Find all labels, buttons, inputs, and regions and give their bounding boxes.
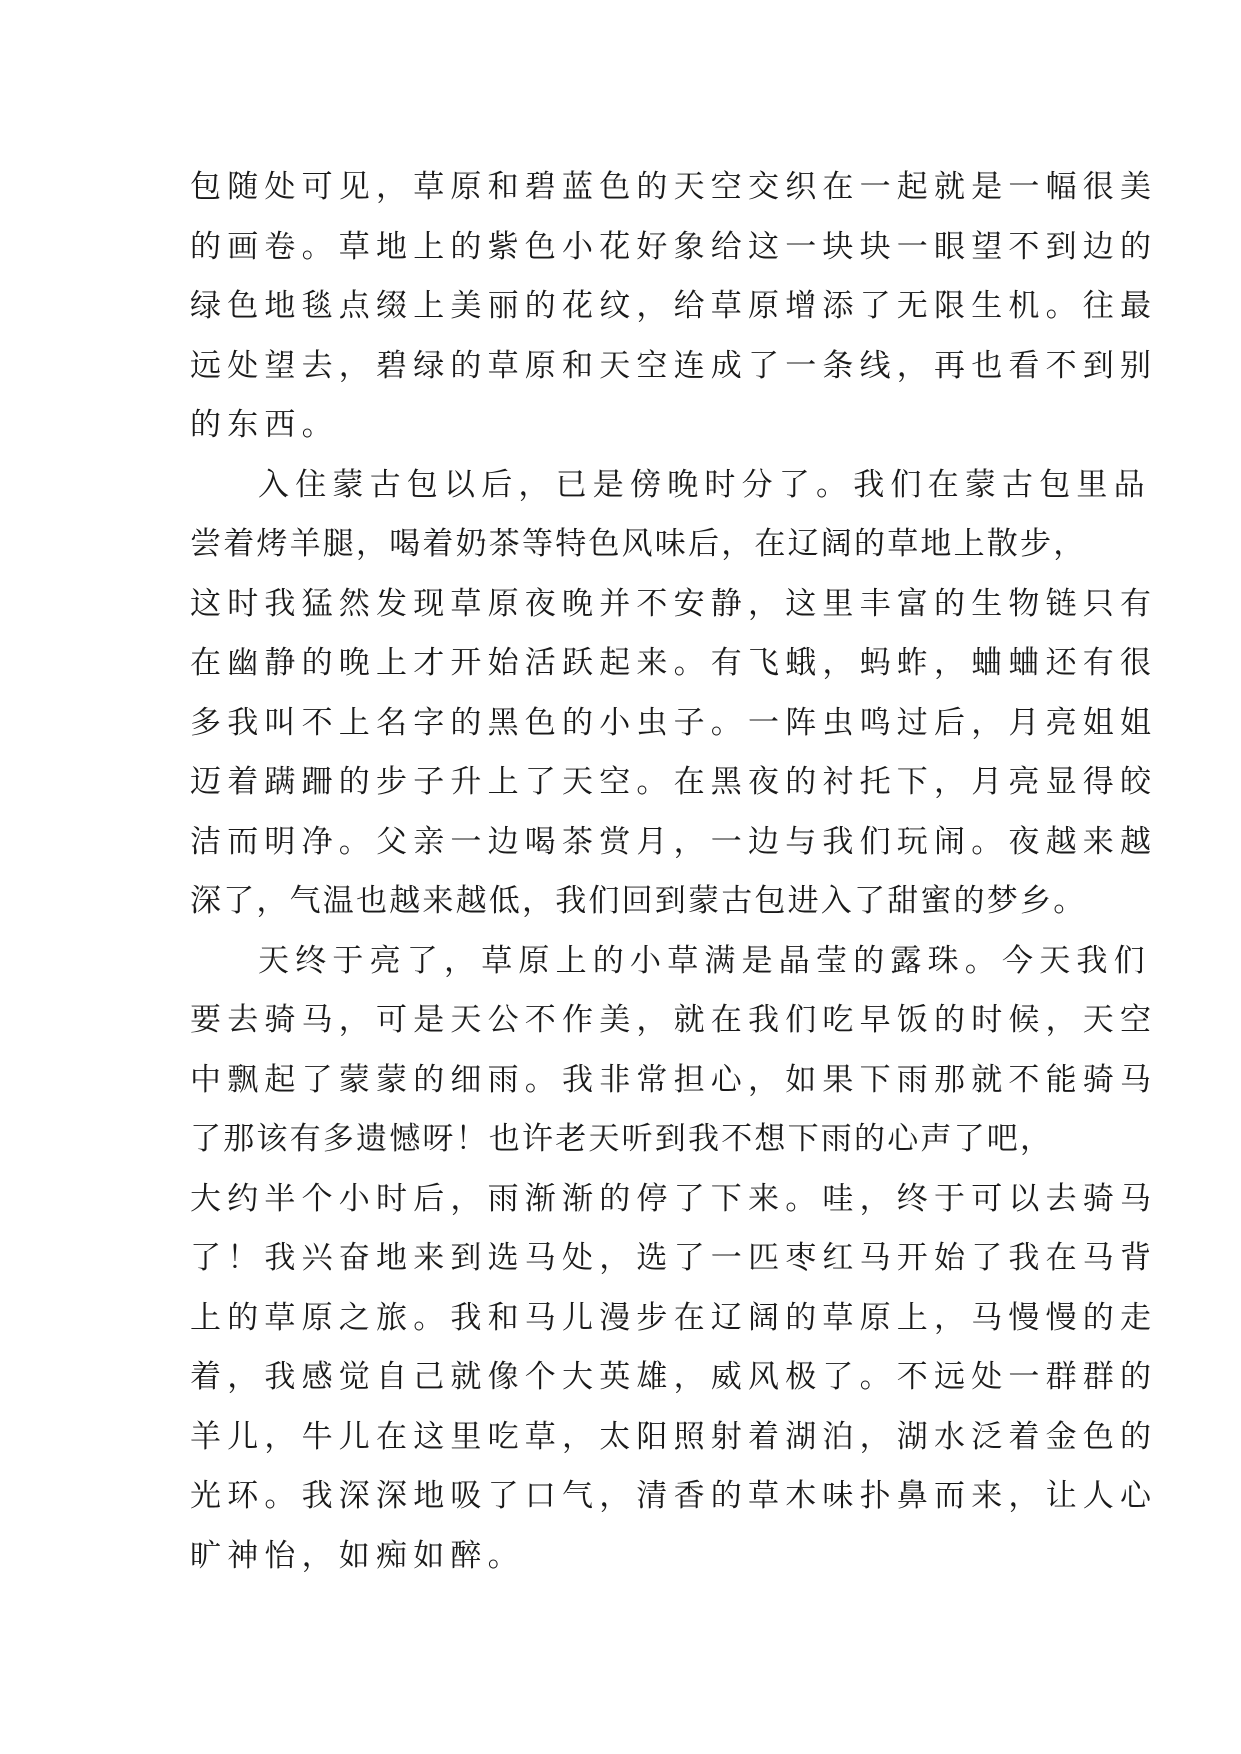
text-line: 远处望去，碧绿的草原和天空连成了一条线，再也看不到别 [190, 347, 1158, 384]
text-line: 了那该有多遗憾呀！也许老天听到我不想下雨的心声了吧， [190, 1121, 1054, 1157]
text-line: 包随处可见，草原和碧蓝色的天空交织在一起就是一幅很美 [190, 169, 1158, 205]
text-line: 的东西。 [190, 407, 339, 443]
text-line: 迈着蹒跚的步子升上了天空。在黑夜的衬托下，月亮显得皎 [190, 764, 1158, 800]
text-line: 羊儿，牛儿在这里吃草，太阳照射着湖泊，湖水泛着金色的 [190, 1418, 1158, 1455]
paragraph-start-line: 入住蒙古包以后，已是傍晚时分了。我们在蒙古包里品 [258, 466, 1151, 503]
text-line: 中飘起了蒙蒙的细雨。我非常担心，如果下雨那就不能骑马 [190, 1061, 1158, 1098]
text-line: 洁而明净。父亲一边喝茶赏月，一边与我们玩闹。夜越来越 [190, 823, 1158, 860]
text-line: 了！我兴奋地来到选马处，选了一匹枣红马开始了我在马背 [190, 1240, 1158, 1276]
paragraph-start-line: 天终于亮了，草原上的小草满是晶莹的露珠。今天我们 [258, 942, 1151, 979]
text-line: 在幽静的晚上才开始活跃起来。有飞蛾，蚂蚱，蛐蛐还有很 [190, 645, 1158, 681]
text-line: 大约半个小时后，雨渐渐的停了下来。哇，终于可以去骑马 [190, 1180, 1158, 1217]
text-line: 绿色地毯点缀上美丽的花纹，给草原增添了无限生机。往最 [190, 288, 1158, 324]
text-line: 尝着烤羊腿，喝着奶茶等特色风味后，在辽阔的草地上散步， [190, 526, 1087, 562]
text-line: 旷神怡，如痴如醉。 [190, 1537, 525, 1574]
text-line: 上的草原之旅。我和马儿漫步在辽阔的草原上，马慢慢的走 [190, 1299, 1158, 1336]
text-line: 光环。我深深地吸了口气，清香的草木味扑鼻而来，让人心 [190, 1478, 1158, 1514]
essay-body [190, 158, 1158, 1586]
text-line: 这时我猛然发现草原夜晚并不安静，这里丰富的生物链只有 [190, 585, 1158, 622]
text-line: 要去骑马，可是天公不作美，就在我们吃早饭的时候，天空 [190, 1002, 1158, 1038]
text-line: 着，我感觉自己就像个大英雄，威风极了。不远处一群群的 [190, 1359, 1158, 1395]
text-line: 多我叫不上名字的黑色的小虫子。一阵虫鸣过后，月亮姐姐 [190, 704, 1158, 741]
text-line: 的画卷。草地上的紫色小花好象给这一块块一眼望不到边的 [190, 228, 1158, 265]
text-line: 深了，气温也越来越低，我们回到蒙古包进入了甜蜜的梦乡。 [190, 883, 1087, 919]
